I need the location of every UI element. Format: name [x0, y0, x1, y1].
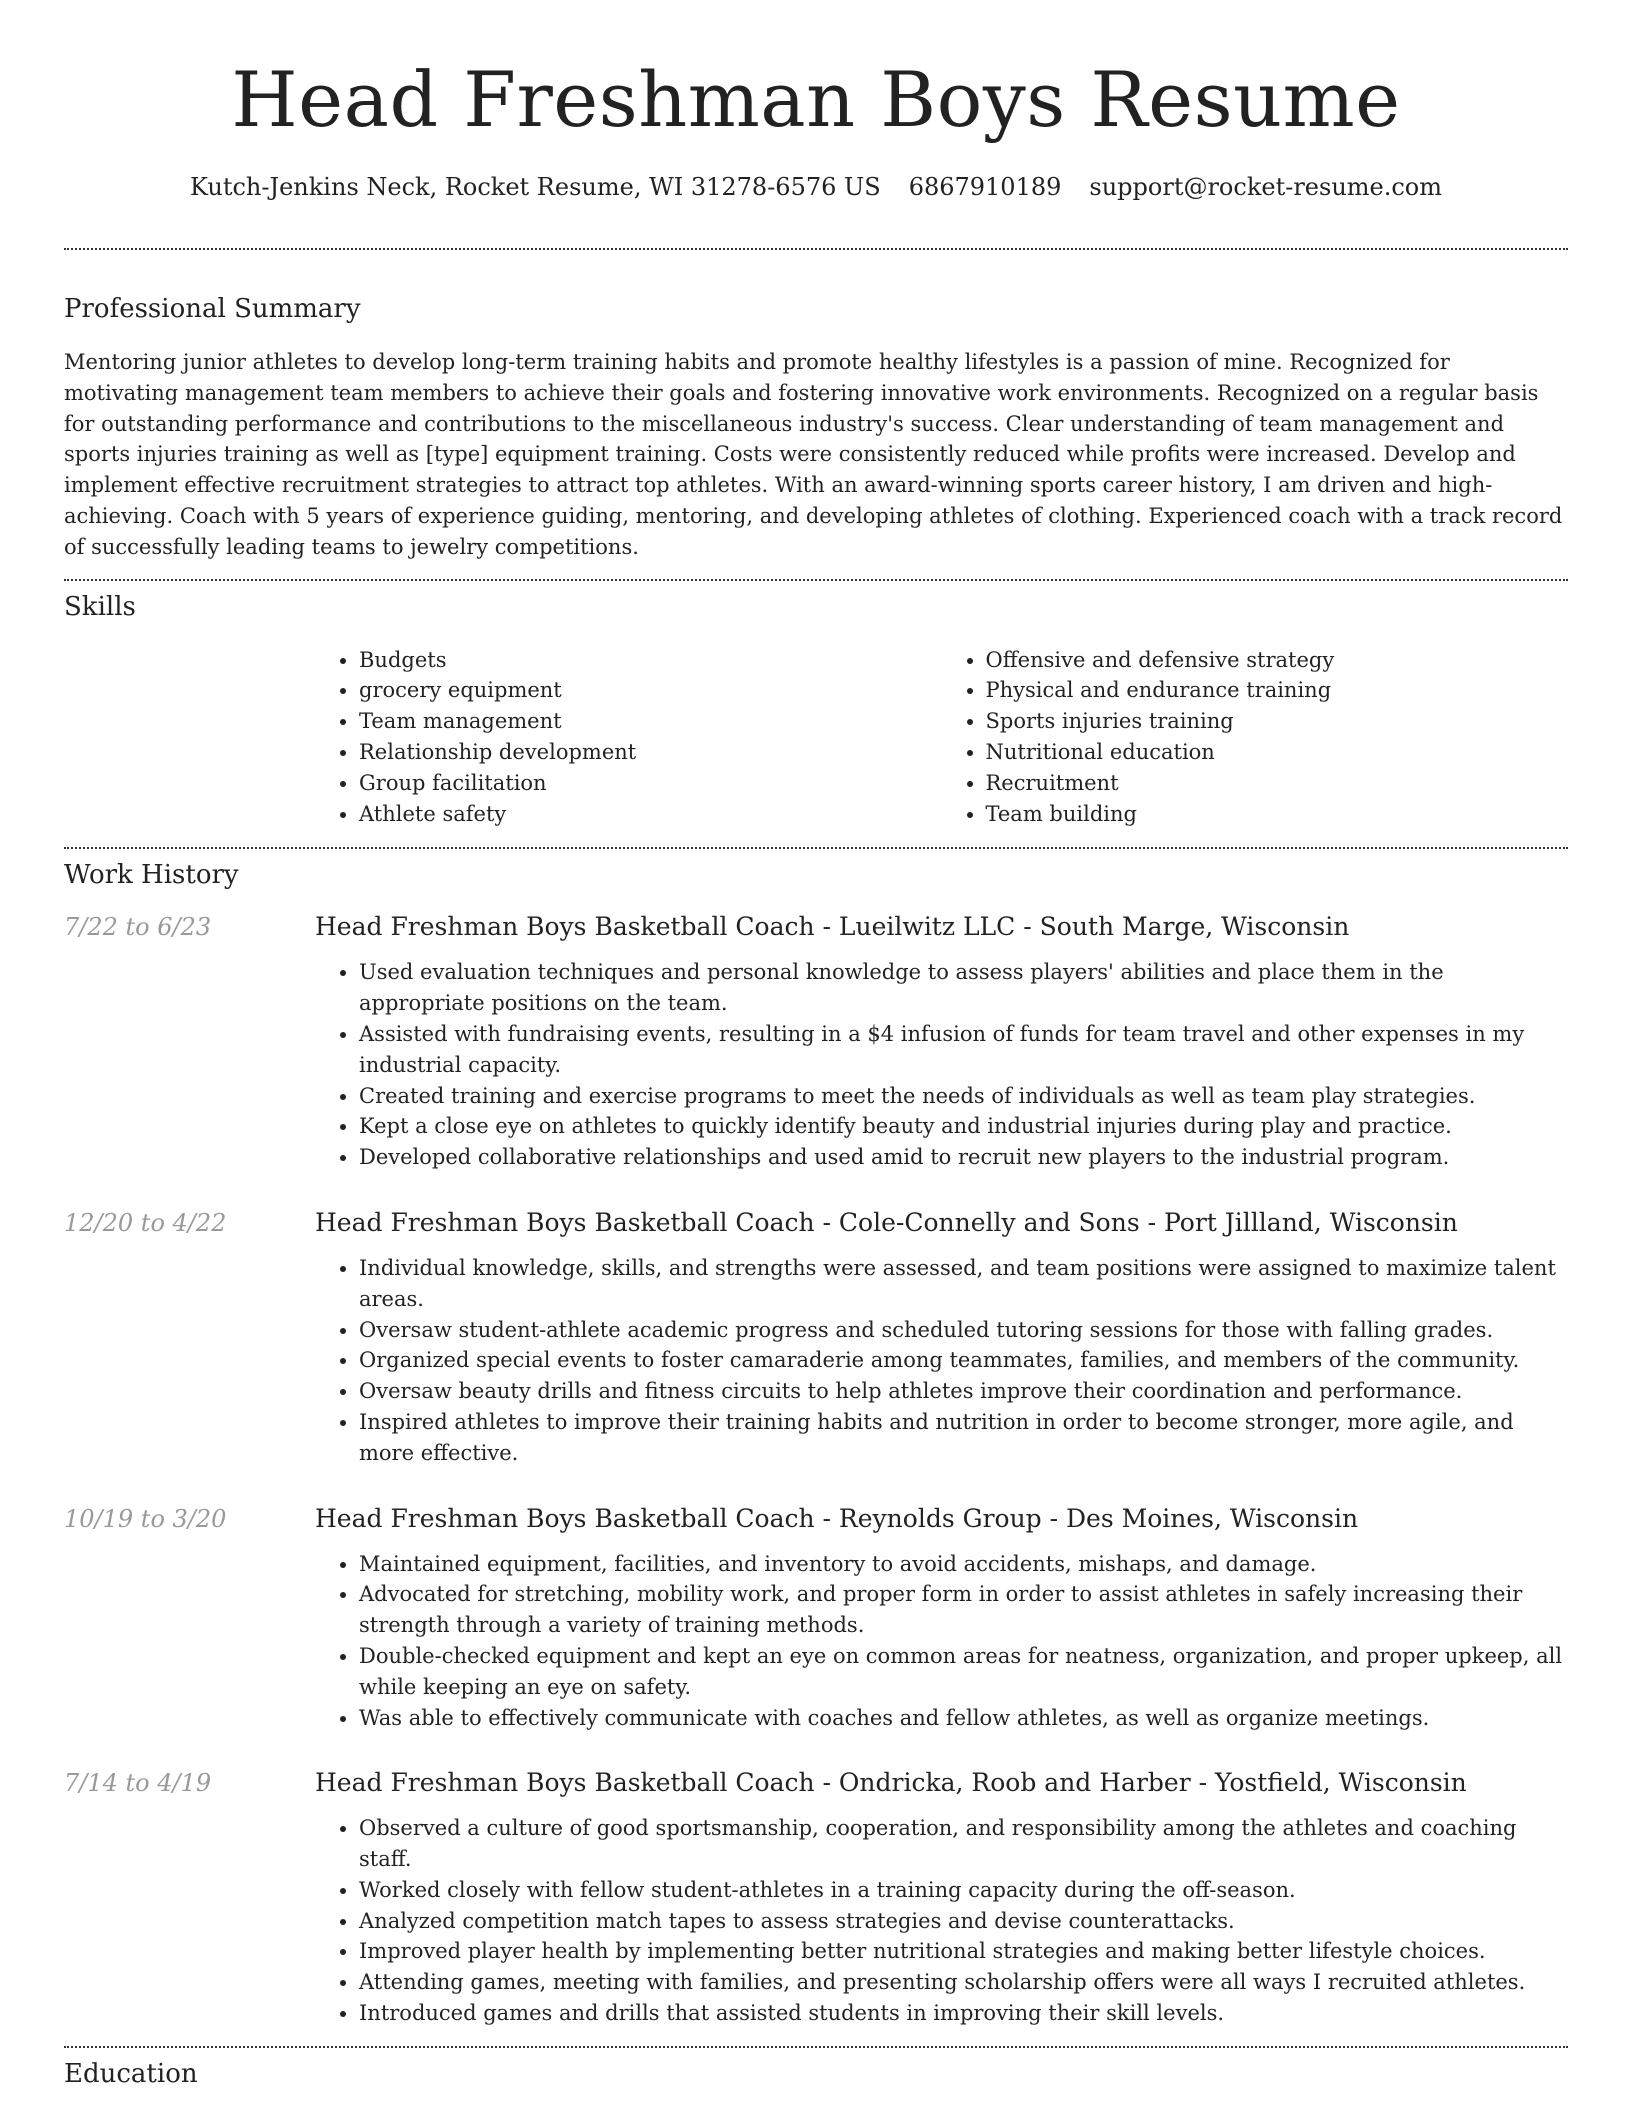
contact-email: support@rocket-resume.com [1089, 173, 1443, 201]
job-entry [64, 911, 1568, 1173]
skills-column-right [942, 645, 1569, 830]
job-title: Head Freshman Boys Basketball Coach - Cole-Connelly and Sons - Port Jillland, Wisconsin [315, 1207, 1458, 1237]
job-bullet: • Advocated for stretching, mobility work, and proper form in order to assist athletes in safely increasing their strength through a variety of training methods. [359, 1579, 1568, 1641]
job-bullet: • Observed a culture of good sportsmanship, cooperation, and responsibility among the athletes and coaching staff. [359, 1813, 1568, 1875]
contact-line [64, 172, 1568, 202]
work-list [64, 911, 1568, 2029]
skill-item: • Offensive and defensive strategy [986, 645, 1569, 676]
skill-item: • Budgets [359, 645, 942, 676]
summary-heading: Professional Summary [64, 294, 361, 324]
skills-section [64, 581, 1568, 848]
job-bullet: • Double-checked equipment and kept an eye on common areas for neatness, organization, and proper upkeep, all while keeping an eye on safety. [359, 1641, 1568, 1703]
skill-item: • Athlete safety [359, 799, 942, 830]
resume-page [64, 0, 1568, 2090]
education-section [64, 2048, 1568, 2090]
job-bullet: • Was able to effectively communicate with coaches and fellow athletes, as well as organize meetings. [359, 1703, 1568, 1734]
job-dates: 7/14 to 4/19 [64, 1769, 212, 1798]
job-bullet: • Kept a close eye on athletes to quickly identify beauty and industrial injuries during play and practice. [359, 1111, 1568, 1142]
skills-list [315, 645, 1568, 848]
education-heading: Education [64, 2058, 198, 2089]
skills-heading: Skills [64, 591, 136, 622]
job-bullet: • Worked closely with fellow student-athletes in a training capacity during the off-season. [359, 1875, 1568, 1906]
summary-text: Mentoring junior athletes to develop long-term training habits and promote healthy lifestyles is a passion of mine. Recognized for motivating management team members to achieve their goals and fostering innovative work environments. Recognized on a regular basis for outstanding performance and contributions to the miscellaneous industry's success. Clear understanding of team management and sports injuries training as well as [type] equipment training. Costs were consistently reduced while profits were increased. Develop and implement effective recruitment strategies to attract top athletes. With an award-winning sports career history, I am driven and high-achieving. Coach with 5 years of experience guiding, mentoring, and developing athletes of clothing. Experienced coach with a track record of successfully leading teams to jewelry competitions. [64, 350, 1563, 559]
job-title: Head Freshman Boys Basketball Coach - Lueilwitz LLC - South Marge, Wisconsin [315, 912, 1350, 942]
job-entry [64, 1767, 1568, 2029]
job-entry [64, 1503, 1568, 1734]
job-bullets [315, 1253, 1568, 1469]
skill-item: • Team management [359, 706, 942, 737]
job-bullets [315, 1813, 1568, 2029]
job-bullet: • Assisted with fundraising events, resulting in a $4 infusion of funds for team travel and other expenses in my industrial capacity. [359, 1019, 1568, 1081]
job-bullet: • Created training and exercise programs to meet the needs of individuals as well as team play strategies. [359, 1081, 1568, 1112]
job-dates: 7/22 to 6/23 [64, 913, 212, 942]
job-entry [64, 1207, 1568, 1469]
job-dates: 10/19 to 3/20 [64, 1504, 227, 1533]
job-title: Head Freshman Boys Basketball Coach - Ondricka, Roob and Harber - Yostfield, Wisconsin [315, 1768, 1467, 1798]
job-bullet: • Used evaluation techniques and personal knowledge to assess players' abilities and place them in the appropriate positions on the team. [359, 957, 1568, 1019]
job-dates: 12/20 to 4/22 [64, 1208, 227, 1237]
job-bullet: • Oversaw beauty drills and fitness circuits to help athletes improve their coordination and performance. [359, 1376, 1568, 1407]
job-bullet: • Analyzed competition match tapes to assess strategies and devise counterattacks. [359, 1906, 1568, 1937]
job-bullet: • Individual knowledge, skills, and strengths were assessed, and team positions were assigned to maximize talent areas. [359, 1253, 1568, 1315]
contact-phone: 6867910189 [908, 173, 1062, 201]
job-bullet: • Improved player health by implementing better nutritional strategies and making better lifestyle choices. [359, 1936, 1568, 1967]
work-section [64, 849, 1568, 2029]
job-bullet: • Attending games, meeting with families, and presenting scholarship offers were all ways I recruited athletes. [359, 1967, 1568, 1998]
job-bullet: • Oversaw student-athlete academic progress and scheduled tutoring sessions for those with falling grades. [359, 1315, 1568, 1346]
job-bullet: • Developed collaborative relationships and used amid to recruit new players to the industrial program. [359, 1142, 1568, 1173]
contact-address: Kutch-Jenkins Neck, Rocket Resume, WI 31278-6576 US [189, 173, 881, 201]
resume-name: Head Freshman Boys Resume [231, 55, 1401, 144]
skill-item: • Relationship development [359, 737, 942, 768]
job-bullets [315, 1549, 1568, 1734]
skills-column-left [315, 645, 942, 830]
skill-item: • Group facilitation [359, 768, 942, 799]
skill-item: • Team building [986, 799, 1569, 830]
skill-item: • Nutritional education [986, 737, 1569, 768]
skill-item: • grocery equipment [359, 675, 942, 706]
work-heading: Work History [64, 860, 239, 891]
job-title: Head Freshman Boys Basketball Coach - Reynolds Group - Des Moines, Wisconsin [315, 1503, 1359, 1533]
job-bullet: • Inspired athletes to improve their training habits and nutrition in order to become stronger, more agile, and more effective. [359, 1407, 1568, 1469]
skill-item: • Physical and endurance training [986, 675, 1569, 706]
job-bullet: • Introduced games and drills that assisted students in improving their skill levels. [359, 1998, 1568, 2029]
skill-item: • Recruitment [986, 768, 1569, 799]
skill-item: • Sports injuries training [986, 706, 1569, 737]
job-header [64, 911, 1568, 943]
job-header [64, 1207, 1568, 1239]
job-header [64, 1767, 1568, 1799]
job-bullets [315, 957, 1568, 1173]
job-bullet: • Maintained equipment, facilities, and inventory to avoid accidents, mishaps, and damage. [359, 1549, 1568, 1580]
job-header [64, 1503, 1568, 1535]
job-bullet: • Organized special events to foster camaraderie among teammates, families, and members of the community. [359, 1345, 1568, 1376]
summary-section [64, 250, 1568, 579]
